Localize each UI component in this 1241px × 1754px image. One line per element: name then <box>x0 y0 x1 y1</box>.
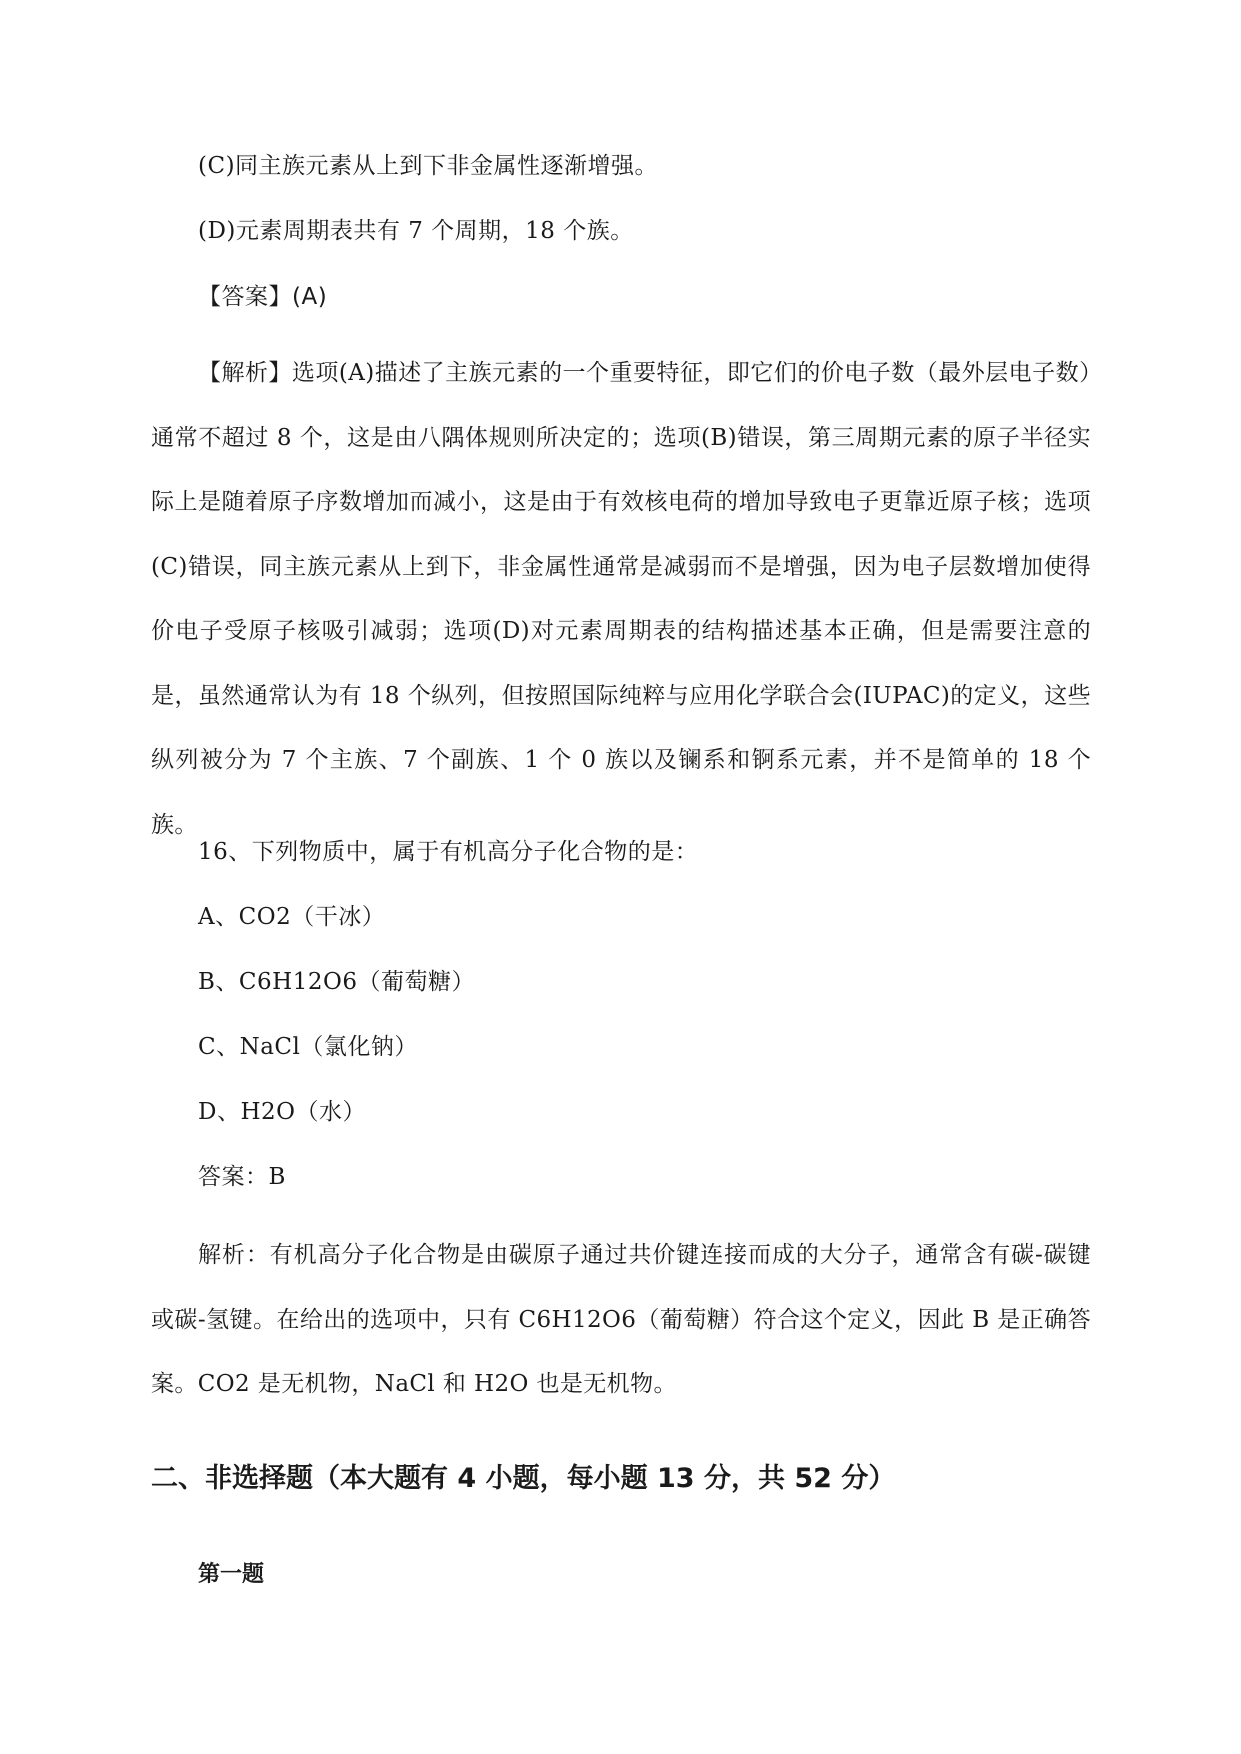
q15-answer-label: 【答案】 <box>198 284 292 310</box>
q16-option-c: C、NaCl（氯化钠） <box>198 1034 418 1060</box>
q15-answer <box>198 281 327 313</box>
q15-option-c: (C)同主族元素从上到下非金属性逐渐增强。 <box>198 153 659 179</box>
section-2-title: 二、非选择题（本大题有 4 小题，每小题 13 分，共 52 分） <box>151 1463 896 1494</box>
q15-option-d: (D)元素周期表共有 7 个周期，18 个族。 <box>198 218 634 244</box>
q16-answer: 答案：B <box>198 1164 286 1190</box>
q16-option-b: B、C6H12O6（葡萄糖） <box>198 969 475 995</box>
q16-analysis: 解析：有机高分子化合物是由碳原子通过共价键连接而成的大分子，通常含有碳-碳键或碳-氢键。在给出的选项中，只有 C6H12O6（葡萄糖）符合这个定义，因此 B 是正确答案。CO2 是无机物，NaCl 和 H2O 也是无机物。 <box>151 1242 1091 1397</box>
q15-analysis-label: 【解析】 <box>198 360 292 386</box>
q15-analysis <box>151 341 1091 857</box>
q16-option-d: D、H2O（水） <box>198 1099 366 1125</box>
q16-question: 16、下列物质中，属于有机高分子化合物的是： <box>198 839 699 865</box>
q15-answer-value: (A) <box>292 284 328 310</box>
q16-option-a: A、CO2（干冰） <box>198 904 386 930</box>
first-question-heading: 第一题 <box>198 1562 265 1587</box>
q15-analysis-text: 选项(A)描述了主族元素的一个重要特征，即它们的价电子数（最外层电子数）通常不超过 8 个，这是由八隅体规则所决定的；选项(B)错误，第三周期元素的原子半径实际上是随着原子序数增加而减小，这是由于有效核电荷的增加导致电子更靠近原子核；选项(C)错误，同主族元素从上到下，非金属性通常是减弱而不是增强，因为电子层数增加使得价电子受原子核吸引减弱；选项(D)对元素周期表的结构描述基本正确，但是需要注意的是，虽然通常认为有 18 个纵列，但按照国际纯粹与应用化学联合会(IUPAC)的定义，这些纵列被分为 7 个主族、7 个副族、1 个 0 族以及镧系和锕系元素，并不是简单的 18 个族。 <box>151 360 1091 838</box>
